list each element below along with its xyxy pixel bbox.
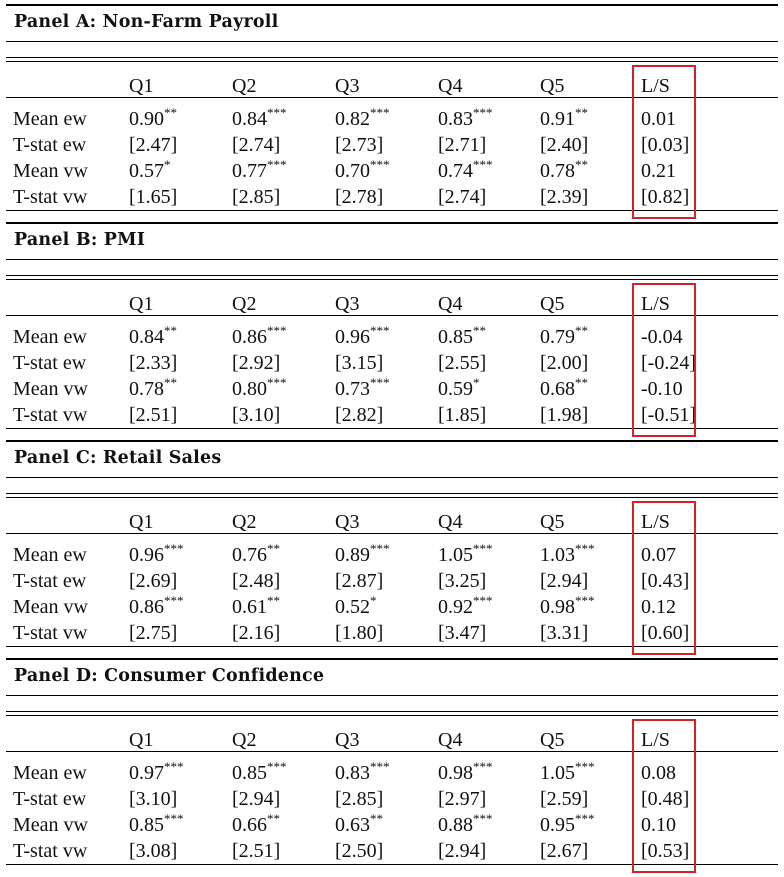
significance-stars: ** (267, 541, 280, 556)
header-double-rule-2 (6, 497, 778, 498)
cell-value: [2.51] (232, 840, 281, 862)
cell-value: [2.94] (438, 840, 487, 862)
column-header: L/S (641, 293, 670, 315)
significance-stars: *** (267, 105, 287, 120)
cell-value: 0.66 (232, 814, 267, 836)
cell-value: 0.85 (129, 814, 164, 836)
cell-value: 0.84 (232, 108, 267, 130)
table-cell (438, 787, 486, 811)
significance-stars: *** (575, 541, 595, 556)
cell-value: [2.94] (540, 570, 589, 592)
top-rule (6, 222, 778, 224)
cell-value: [-0.51] (641, 404, 696, 426)
table-cell (438, 761, 493, 787)
significance-stars: ** (473, 323, 486, 338)
significance-stars: * (164, 157, 171, 172)
column-header: Q4 (438, 293, 463, 315)
row-label: T-stat ew (13, 788, 87, 810)
title-rule (6, 259, 778, 260)
header-double-rule-1 (6, 493, 778, 494)
panel (0, 440, 784, 659)
cell-value: 0.07 (641, 544, 676, 566)
cell-value: [3.15] (335, 352, 384, 374)
header-double-rule-1 (6, 711, 778, 712)
cell-value: 0.86 (232, 326, 267, 348)
significance-stars: *** (473, 541, 493, 556)
table-cell (540, 325, 588, 351)
cell-value: [3.10] (129, 788, 178, 810)
cell-value: 0.83 (335, 762, 370, 784)
cell-value: [2.51] (129, 404, 178, 426)
table-cell (232, 377, 287, 403)
table-cell (540, 159, 588, 185)
cell-value: 0.98 (540, 596, 575, 618)
table-cell (335, 107, 390, 133)
table-cell (438, 351, 486, 375)
significance-stars: ** (575, 157, 588, 172)
panel-title: Panel B: PMI (14, 230, 146, 250)
table-cell (335, 133, 383, 157)
cell-value: [3.31] (540, 622, 589, 644)
cell-value: 0.63 (335, 814, 370, 836)
cell-value: [2.75] (129, 622, 178, 644)
cell-value: 0.12 (641, 596, 676, 618)
table-cell (335, 569, 383, 593)
table-cell (129, 839, 177, 863)
table-cell (232, 813, 280, 839)
row-label: T-stat ew (13, 134, 87, 156)
significance-stars: ** (164, 323, 177, 338)
significance-stars: * (473, 375, 480, 390)
table-cell (335, 595, 377, 621)
cell-value: [2.16] (232, 622, 281, 644)
cell-value: 0.96 (129, 544, 164, 566)
cell-value: 0.79 (540, 326, 575, 348)
table-cell (129, 569, 177, 593)
cell-value: 0.97 (129, 762, 164, 784)
row-label: Mean vw (13, 814, 88, 836)
row-label: Mean ew (13, 326, 87, 348)
table-cell (129, 377, 177, 403)
cell-value: 0.95 (540, 814, 575, 836)
row-label: T-stat ew (13, 352, 87, 374)
column-header: Q2 (232, 75, 257, 97)
cell-value: [2.69] (129, 570, 178, 592)
cell-value: 0.78 (129, 378, 164, 400)
table-cell (540, 351, 588, 375)
table-cell (335, 377, 390, 403)
table-cell (232, 569, 280, 593)
cell-value: [1.80] (335, 622, 384, 644)
significance-stars: *** (164, 593, 184, 608)
cell-value: 0.77 (232, 160, 267, 182)
cell-value: [2.97] (438, 788, 487, 810)
cell-value: [2.73] (335, 134, 384, 156)
table-cell (335, 839, 383, 863)
cell-value: [2.67] (540, 840, 589, 862)
table-cell (540, 377, 588, 403)
table-cell (232, 185, 280, 209)
cell-value: [-0.24] (641, 352, 696, 374)
header-double-rule-2 (6, 279, 778, 280)
significance-stars: ** (164, 375, 177, 390)
panel-title: Panel D: Consumer Confidence (14, 666, 325, 686)
header-double-rule-1 (6, 57, 778, 58)
cell-value: [2.74] (438, 186, 487, 208)
cell-value: 0.52 (335, 596, 370, 618)
column-header: Q3 (335, 511, 360, 533)
cell-value: [0.43] (641, 570, 690, 592)
header-double-rule-2 (6, 715, 778, 716)
table-cell (540, 543, 595, 569)
cell-value: [2.87] (335, 570, 384, 592)
table-cell (129, 595, 184, 621)
table-cell (540, 185, 588, 209)
table-cell (232, 543, 280, 569)
cell-value: [2.74] (232, 134, 281, 156)
column-header: Q4 (438, 75, 463, 97)
cell-value: [2.85] (335, 788, 384, 810)
significance-stars: *** (473, 759, 493, 774)
cell-value: -0.10 (641, 378, 683, 400)
column-header: Q5 (540, 511, 565, 533)
significance-stars: *** (370, 157, 390, 172)
table-cell (129, 159, 171, 185)
significance-stars: *** (370, 541, 390, 556)
row-label: T-stat ew (13, 570, 87, 592)
table-cell (335, 761, 390, 787)
cell-value: [2.00] (540, 352, 589, 374)
row-label: T-stat vw (13, 622, 88, 644)
significance-stars: *** (473, 157, 493, 172)
cell-value: [2.50] (335, 840, 384, 862)
significance-stars: *** (370, 759, 390, 774)
column-header: L/S (641, 729, 670, 751)
cell-value: [2.92] (232, 352, 281, 374)
table-cell (232, 621, 280, 645)
cell-value: 0.85 (438, 326, 473, 348)
table-cell (540, 839, 588, 863)
cell-value: [2.33] (129, 352, 178, 374)
row-label: Mean vw (13, 596, 88, 618)
significance-stars: *** (267, 759, 287, 774)
table-cell (232, 107, 287, 133)
cell-value: 0.82 (335, 108, 370, 130)
significance-stars: * (370, 593, 377, 608)
column-header: Q1 (129, 511, 154, 533)
table-cell (232, 761, 287, 787)
row-label: Mean vw (13, 160, 88, 182)
significance-stars: *** (575, 811, 595, 826)
table-cell (129, 761, 184, 787)
table-cell (129, 621, 177, 645)
long-short-highlight-box (632, 283, 696, 437)
cell-value: -0.04 (641, 326, 683, 348)
table-cell (438, 133, 486, 157)
significance-stars: *** (370, 375, 390, 390)
cell-value: 0.96 (335, 326, 370, 348)
row-label: Mean ew (13, 108, 87, 130)
cell-value: [0.53] (641, 840, 690, 862)
significance-stars: ** (575, 323, 588, 338)
cell-value: [1.65] (129, 186, 178, 208)
significance-stars: ** (267, 593, 280, 608)
column-header: Q3 (335, 293, 360, 315)
long-short-highlight-box (632, 65, 696, 219)
table-cell (438, 813, 493, 839)
cell-value: 0.90 (129, 108, 164, 130)
table-cell (335, 543, 390, 569)
significance-stars: *** (267, 157, 287, 172)
column-header: L/S (641, 511, 670, 533)
table-cell (540, 595, 595, 621)
cell-value: 0.74 (438, 160, 473, 182)
panel-title: Panel C: Retail Sales (14, 448, 222, 468)
table-cell (129, 325, 177, 351)
table-cell (335, 403, 383, 427)
cell-value: [0.48] (641, 788, 690, 810)
cell-value: [2.40] (540, 134, 589, 156)
cell-value: [3.10] (232, 404, 281, 426)
title-rule (6, 695, 778, 696)
table-cell (335, 813, 383, 839)
table-cell (232, 403, 280, 427)
cell-value: [2.47] (129, 134, 178, 156)
table-cell (540, 403, 588, 427)
row-label: Mean vw (13, 378, 88, 400)
cell-value: 0.10 (641, 814, 676, 836)
cell-value: [2.85] (232, 186, 281, 208)
table-cell (335, 787, 383, 811)
cell-value: [3.25] (438, 570, 487, 592)
cell-value: 0.61 (232, 596, 267, 618)
cell-value: [2.48] (232, 570, 281, 592)
table-cell (540, 813, 595, 839)
cell-value: 0.86 (129, 596, 164, 618)
table-cell (129, 813, 184, 839)
cell-value: 1.05 (438, 544, 473, 566)
significance-stars: *** (575, 759, 595, 774)
cell-value: [2.94] (232, 788, 281, 810)
table-cell (232, 133, 280, 157)
panel (0, 658, 784, 877)
row-label: T-stat vw (13, 840, 88, 862)
table-cell (438, 159, 493, 185)
significance-stars: *** (267, 323, 287, 338)
table-cell (438, 621, 486, 645)
row-label: T-stat vw (13, 404, 88, 426)
cell-value: 0.08 (641, 762, 676, 784)
top-rule (6, 440, 778, 442)
top-rule (6, 658, 778, 660)
table-cell (335, 185, 383, 209)
cell-value: 0.85 (232, 762, 267, 784)
cell-value: [2.82] (335, 404, 384, 426)
cell-value: 0.73 (335, 378, 370, 400)
significance-stars: *** (473, 105, 493, 120)
significance-stars: *** (370, 323, 390, 338)
title-rule (6, 477, 778, 478)
cell-value: 0.70 (335, 160, 370, 182)
cell-value: [2.55] (438, 352, 487, 374)
significance-stars: *** (473, 593, 493, 608)
table-cell (438, 107, 493, 133)
cell-value: [0.03] (641, 134, 690, 156)
table-cell (232, 787, 280, 811)
panel (0, 222, 784, 441)
significance-stars: *** (164, 759, 184, 774)
column-header: Q2 (232, 511, 257, 533)
table-cell (540, 621, 588, 645)
cell-value: 0.83 (438, 108, 473, 130)
column-header: Q3 (335, 75, 360, 97)
header-double-rule-1 (6, 275, 778, 276)
column-header: Q2 (232, 293, 257, 315)
cell-value: 0.84 (129, 326, 164, 348)
cell-value: [2.78] (335, 186, 384, 208)
cell-value: 0.91 (540, 108, 575, 130)
cell-value: [2.59] (540, 788, 589, 810)
table-cell (540, 787, 588, 811)
table-cell (438, 543, 493, 569)
column-header: Q5 (540, 75, 565, 97)
table-cell (335, 351, 383, 375)
cell-value: [3.08] (129, 840, 178, 862)
significance-stars: *** (473, 811, 493, 826)
cell-value: [2.71] (438, 134, 487, 156)
table-cell (540, 569, 588, 593)
table-cell (232, 325, 287, 351)
table-cell (129, 185, 177, 209)
table-cell (438, 839, 486, 863)
table-cell (438, 325, 486, 351)
table-cell (129, 107, 177, 133)
long-short-highlight-box (632, 501, 696, 655)
cell-value: [0.60] (641, 622, 690, 644)
long-short-highlight-box (632, 719, 696, 873)
cell-value: 0.89 (335, 544, 370, 566)
significance-stars: ** (575, 105, 588, 120)
column-header: Q2 (232, 729, 257, 751)
cell-value: 0.92 (438, 596, 473, 618)
cell-value: 0.57 (129, 160, 164, 182)
table-cell (232, 351, 280, 375)
table-cell (335, 621, 383, 645)
table-cell (438, 569, 486, 593)
column-header: Q4 (438, 729, 463, 751)
column-header: Q1 (129, 293, 154, 315)
cell-value: [0.82] (641, 186, 690, 208)
cell-value: 0.98 (438, 762, 473, 784)
table-cell (232, 159, 287, 185)
significance-stars: ** (575, 375, 588, 390)
cell-value: 0.76 (232, 544, 267, 566)
cell-value: 0.78 (540, 160, 575, 182)
table-cell (438, 377, 480, 403)
cell-value: 0.68 (540, 378, 575, 400)
table-cell (129, 543, 184, 569)
panel-title: Panel A: Non-Farm Payroll (14, 12, 279, 32)
table-cell (232, 839, 280, 863)
column-header: Q1 (129, 75, 154, 97)
cell-value: 0.88 (438, 814, 473, 836)
table-cell (540, 133, 588, 157)
column-header: Q4 (438, 511, 463, 533)
row-label: T-stat vw (13, 186, 88, 208)
significance-stars: *** (370, 105, 390, 120)
table-cell (232, 595, 280, 621)
table-cell (129, 787, 177, 811)
cell-value: 0.21 (641, 160, 676, 182)
table-cell (540, 107, 588, 133)
significance-stars: ** (370, 811, 383, 826)
table-cell (540, 761, 595, 787)
top-rule (6, 4, 778, 6)
column-header: Q1 (129, 729, 154, 751)
cell-value: [1.85] (438, 404, 487, 426)
cell-value: 0.80 (232, 378, 267, 400)
row-label: Mean ew (13, 544, 87, 566)
column-header: Q3 (335, 729, 360, 751)
cell-value: 1.05 (540, 762, 575, 784)
column-header: Q5 (540, 729, 565, 751)
table-cell (438, 185, 486, 209)
table-cell (438, 595, 493, 621)
cell-value: 0.59 (438, 378, 473, 400)
significance-stars: ** (164, 105, 177, 120)
column-header: Q5 (540, 293, 565, 315)
table-cell (335, 159, 390, 185)
table-cell (438, 403, 486, 427)
panel (0, 4, 784, 223)
significance-stars: ** (267, 811, 280, 826)
column-header: L/S (641, 75, 670, 97)
row-label: Mean ew (13, 762, 87, 784)
significance-stars: *** (164, 811, 184, 826)
cell-value: [3.47] (438, 622, 487, 644)
significance-stars: *** (575, 593, 595, 608)
table-cell (335, 325, 390, 351)
cell-value: [2.39] (540, 186, 589, 208)
significance-stars: *** (267, 375, 287, 390)
title-rule (6, 41, 778, 42)
cell-value: [1.98] (540, 404, 589, 426)
table-cell (129, 351, 177, 375)
significance-stars: *** (164, 541, 184, 556)
table-cell (129, 133, 177, 157)
cell-value: 1.03 (540, 544, 575, 566)
table-cell (129, 403, 177, 427)
header-double-rule-2 (6, 61, 778, 62)
cell-value: 0.01 (641, 108, 676, 130)
